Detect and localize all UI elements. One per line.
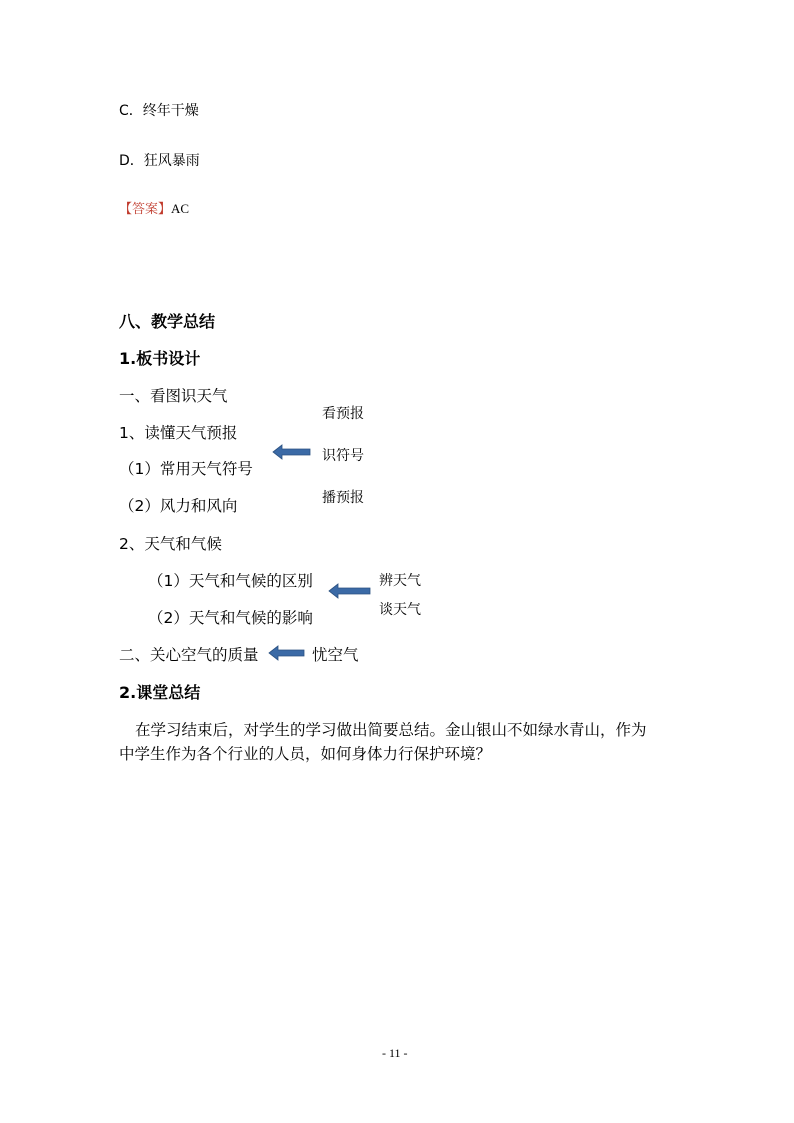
left-arrow-icon — [268, 645, 306, 661]
board-line-4: （2）风力和风向 — [119, 497, 238, 515]
board-line-3: （1）常用天气符号 — [119, 460, 253, 478]
board-side-5: 谈天气 — [379, 602, 421, 618]
board-line-7: （2）天气和气候的影响 — [148, 609, 313, 627]
left-arrow-icon — [272, 444, 312, 460]
option-c: C．终年干燥 — [119, 103, 199, 119]
left-arrow-icon — [328, 583, 372, 599]
board-line-8: 二、关心空气的质量 — [119, 646, 259, 664]
option-d: D．狂风暴雨 — [119, 153, 200, 169]
section-title: 八、教学总结 — [119, 312, 216, 331]
board-line-2: 1、读懂天气预报 — [119, 424, 238, 442]
board-side-1: 看预报 — [322, 406, 364, 422]
subsection-class-summary: 2.课堂总结 — [119, 683, 201, 702]
page-number: - 11 - — [382, 1046, 408, 1060]
board-side-4: 辨天气 — [379, 573, 421, 589]
board-line-5: 2、天气和气候 — [119, 535, 222, 553]
board-side-6: 忧空气 — [312, 646, 359, 664]
board-line-1: 一、看图识天气 — [119, 387, 228, 405]
board-line-6: （1）天气和气候的区别 — [148, 572, 313, 590]
answer-tag: 【答案】 — [119, 201, 172, 216]
subsection-board-design: 1.板书设计 — [119, 349, 201, 368]
answer-line — [119, 198, 189, 217]
answer-value: AC — [171, 201, 190, 216]
summary-paragraph-line-1: 在学习结束后，对学生的学习做出简要总结。金山银山不如绿水青山，作为 — [135, 721, 647, 739]
board-side-2: 识符号 — [322, 448, 364, 464]
summary-paragraph-line-2: 中学生作为各个行业的人员，如何身体力行保护环境？ — [119, 745, 492, 763]
board-side-3: 播预报 — [322, 490, 364, 506]
